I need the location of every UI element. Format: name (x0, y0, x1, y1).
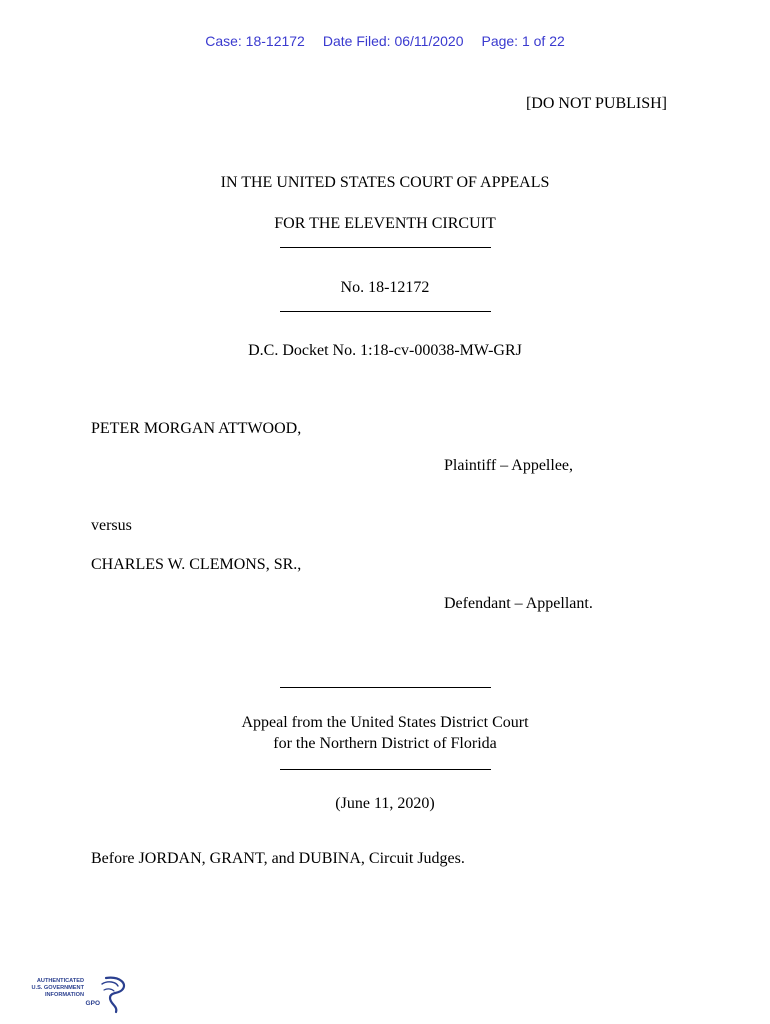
case-number-stamp: Case: 18-12172 (205, 33, 305, 49)
defendant-role: Defendant – Appellant. (444, 595, 593, 612)
divider-rule (280, 311, 491, 312)
docket-number: D.C. Docket No. 1:18-cv-00038-MW-GRJ (248, 342, 522, 359)
appeal-line2: for the Northern District of Florida (273, 735, 497, 752)
appeal-line1: Appeal from the United States District Court (241, 714, 529, 731)
versus-label: versus (91, 517, 132, 534)
court-name-line2: FOR THE ELEVENTH CIRCUIT (274, 215, 496, 232)
plaintiff-role: Plaintiff – Appellee, (444, 457, 574, 474)
svg-text:INFORMATION: INFORMATION (44, 992, 84, 998)
divider-rule (280, 247, 491, 248)
plaintiff-name: PETER MORGAN ATTWOOD, (91, 420, 302, 437)
defendant-name: CHARLES W. CLEMONS, SR., (91, 556, 302, 573)
divider-rule (280, 687, 491, 688)
date-filed-stamp: Date Filed: 06/11/2020 (322, 33, 464, 49)
page-count-stamp: Page: 1 of 22 (481, 33, 565, 49)
decision-date: (June 11, 2020) (335, 795, 435, 812)
publication-status: [DO NOT PUBLISH] (525, 95, 667, 112)
svg-text:GPO: GPO (85, 1000, 100, 1007)
divider-rule (280, 769, 491, 770)
case-number: No. 18-12172 (340, 279, 430, 296)
panel-judges: Before JORDAN, GRANT, and DUBINA, Circuit Judges. (91, 850, 465, 867)
svg-text:AUTHENTICATED: AUTHENTICATED (36, 978, 84, 984)
court-name-line1: IN THE UNITED STATES COURT OF APPEALS (220, 174, 550, 191)
svg-text:U.S. GOVERNMENT: U.S. GOVERNMENT (31, 985, 84, 991)
gpo-authentication-seal-icon (31, 974, 134, 1014)
filing-header (0, 33, 770, 49)
